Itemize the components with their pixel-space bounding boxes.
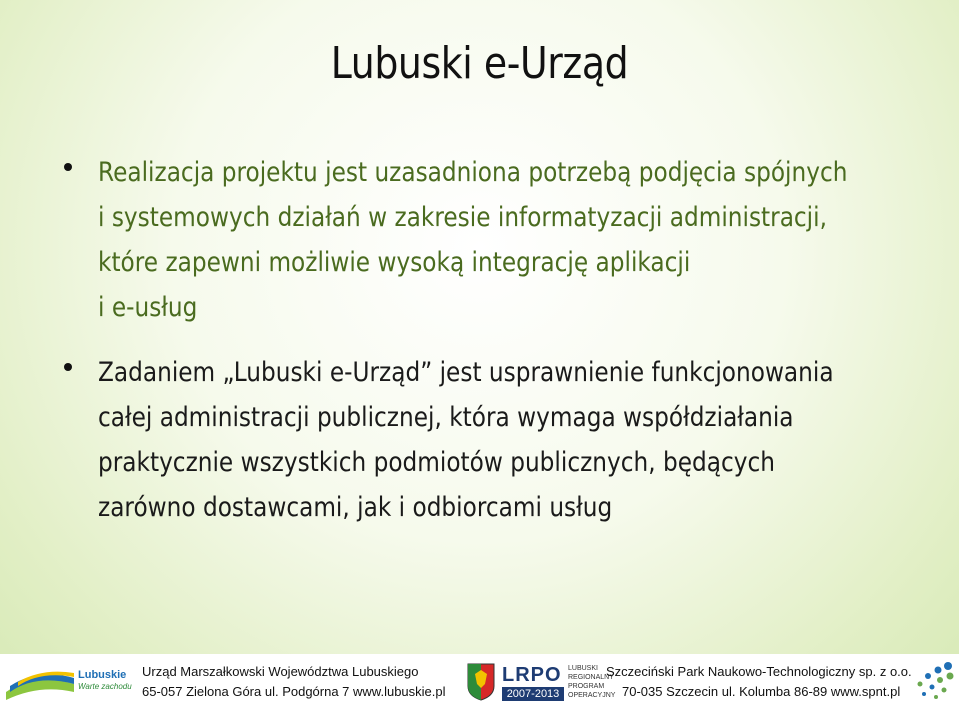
slide-title: Lubuski e-Urząd xyxy=(330,38,629,89)
bullet-dot-icon xyxy=(64,363,72,371)
lubuskie-logo-name: Lubuskie xyxy=(78,669,127,681)
bullet-dot-icon xyxy=(64,163,72,171)
lrpo-logo-name: LRPO xyxy=(502,664,562,686)
bullet-line: Zadaniem „Lubuski e-Urząd” jest usprawnienie funkcjonowania xyxy=(98,357,834,388)
bullet-list xyxy=(64,150,944,550)
bullet-line: które zapewni możliwie wysoką integrację aplikacji xyxy=(98,247,691,278)
lubuskie-logo-tagline: Warte zachodu xyxy=(78,682,132,691)
lrpo-program-text: LUBUSKI REGIONALNY PROGRAM OPERACYJNY xyxy=(568,665,616,699)
urzad-name: Urząd Marszałkowski Województwa Lubuskiego xyxy=(142,664,419,679)
bullet-line: całej administracji publicznej, która wymaga współdziałania xyxy=(98,402,794,433)
lubuskie-crest-icon xyxy=(466,662,496,702)
bullet-line: praktycznie wszystkich podmiotów publicznych, będących xyxy=(98,447,775,478)
bullet-line: i e-usług xyxy=(98,292,198,323)
bullet-item xyxy=(64,150,944,330)
spnt-address: 70-035 Szczecin ul. Kolumba 86-89 www.spnt.pl xyxy=(622,684,901,699)
bullet-line: i systemowych działań w zakresie informatyzacji administracji, xyxy=(98,202,827,233)
spnt-logo-icon xyxy=(912,660,958,702)
spnt-name: Szczeciński Park Naukowo-Technologiczny sp. z o.o. xyxy=(606,664,912,679)
bullet-line: Realizacja projektu jest uzasadniona potrzebą podjęcia spójnych xyxy=(98,157,848,188)
bullet-line: zarówno dostawcami, jak i odbiorcami usług xyxy=(98,492,613,523)
lrpo-logo-years: 2007-2013 xyxy=(502,687,564,701)
urzad-address: 65-057 Zielona Góra ul. Podgórna 7 www.lubuskie.pl xyxy=(142,684,446,699)
bullet-item xyxy=(64,350,944,530)
